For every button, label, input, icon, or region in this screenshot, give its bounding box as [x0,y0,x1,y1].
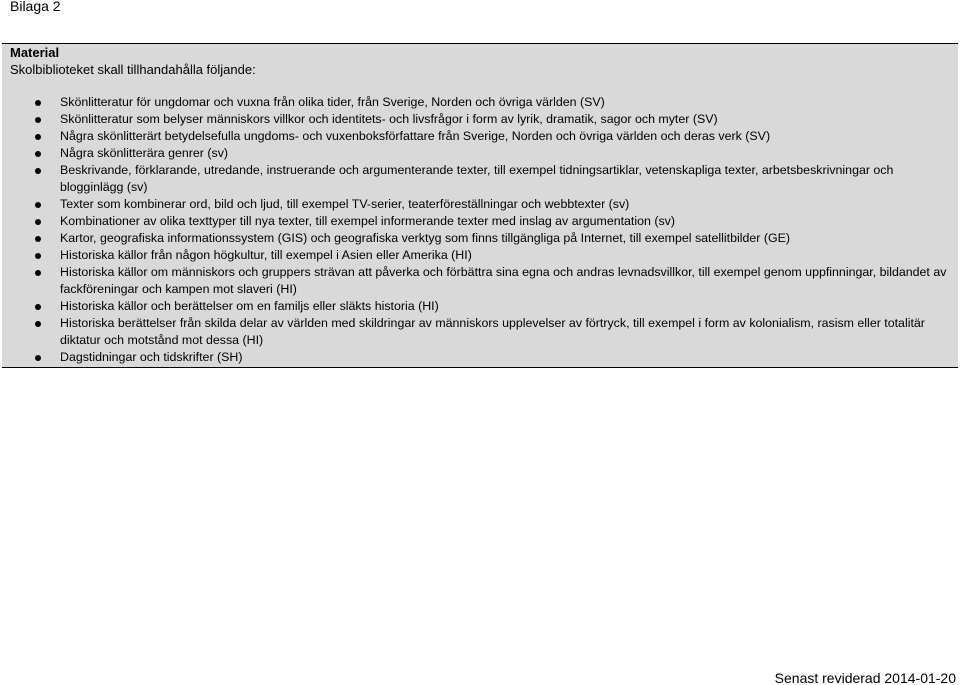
list-item: Några skönlitterära genrer (sv) [2,145,958,162]
list-item: Historiska källor från någon högkultur, till exempel i Asien eller Amerika (HI) [2,247,958,264]
list-item: Historiska källor om människors och gruppers strävan att påverka och förbättra sina egna och andras levnadsvillkor, till exempel genom uppfinningar, bildandet av fackföreningar och kampen mot slaveri (HI) [2,264,958,298]
list-item: Kartor, geografiska informationssystem (GIS) och geografiska verktyg som finns tillgängliga på Internet, till exempel satellitbilder (GE) [2,230,958,247]
list-item: Några skönlitterärt betydelsefulla ungdoms- och vuxenboksförfattare från Sverige, Norden och övriga världen och deras verk (SV) [2,128,958,145]
list-item: Dagstidningar och tidskrifter (SH) [2,349,958,366]
list-item: Skönlitteratur som belyser människors villkor och identitets- och livsfrågor i form av lyrik, dramatik, sagor och myter (SV) [2,111,958,128]
page-header: Bilaga 2 [10,0,61,14]
list-item: Skönlitteratur för ungdomar och vuxna från olika tider, från Sverige, Norden och övriga världen (SV) [2,94,958,111]
list-item: Historiska berättelser från skilda delar av världen med skildringar av människors upplevelser av förtryck, till exempel i form av kolonialism, rasism eller totalitär diktatur och motstånd mot dessa (HI) [2,315,958,349]
list-item: Kombinationer av olika texttyper till nya texter, till exempel informerande texter med inslag av argumentation (sv) [2,213,958,230]
revision-date: Senast reviderad 2014-01-20 [774,670,956,685]
list-item: Historiska källor och berättelser om en familjs eller släkts historia (HI) [2,298,958,315]
section-title: Material [10,45,60,60]
section-subtitle: Skolbiblioteket skall tillhandahålla följande: [10,62,256,77]
material-list [2,94,958,366]
material-section [2,43,958,368]
list-item: Beskrivande, förklarande, utredande, instruerande och argumenterande texter, till exempel tidningsartiklar, vetenskapliga texter, arbetsbeskrivningar och blogginlägg (sv) [2,162,958,196]
list-item: Texter som kombinerar ord, bild och ljud, till exempel TV-serier, teaterföreställningar och webbtexter (sv) [2,196,958,213]
